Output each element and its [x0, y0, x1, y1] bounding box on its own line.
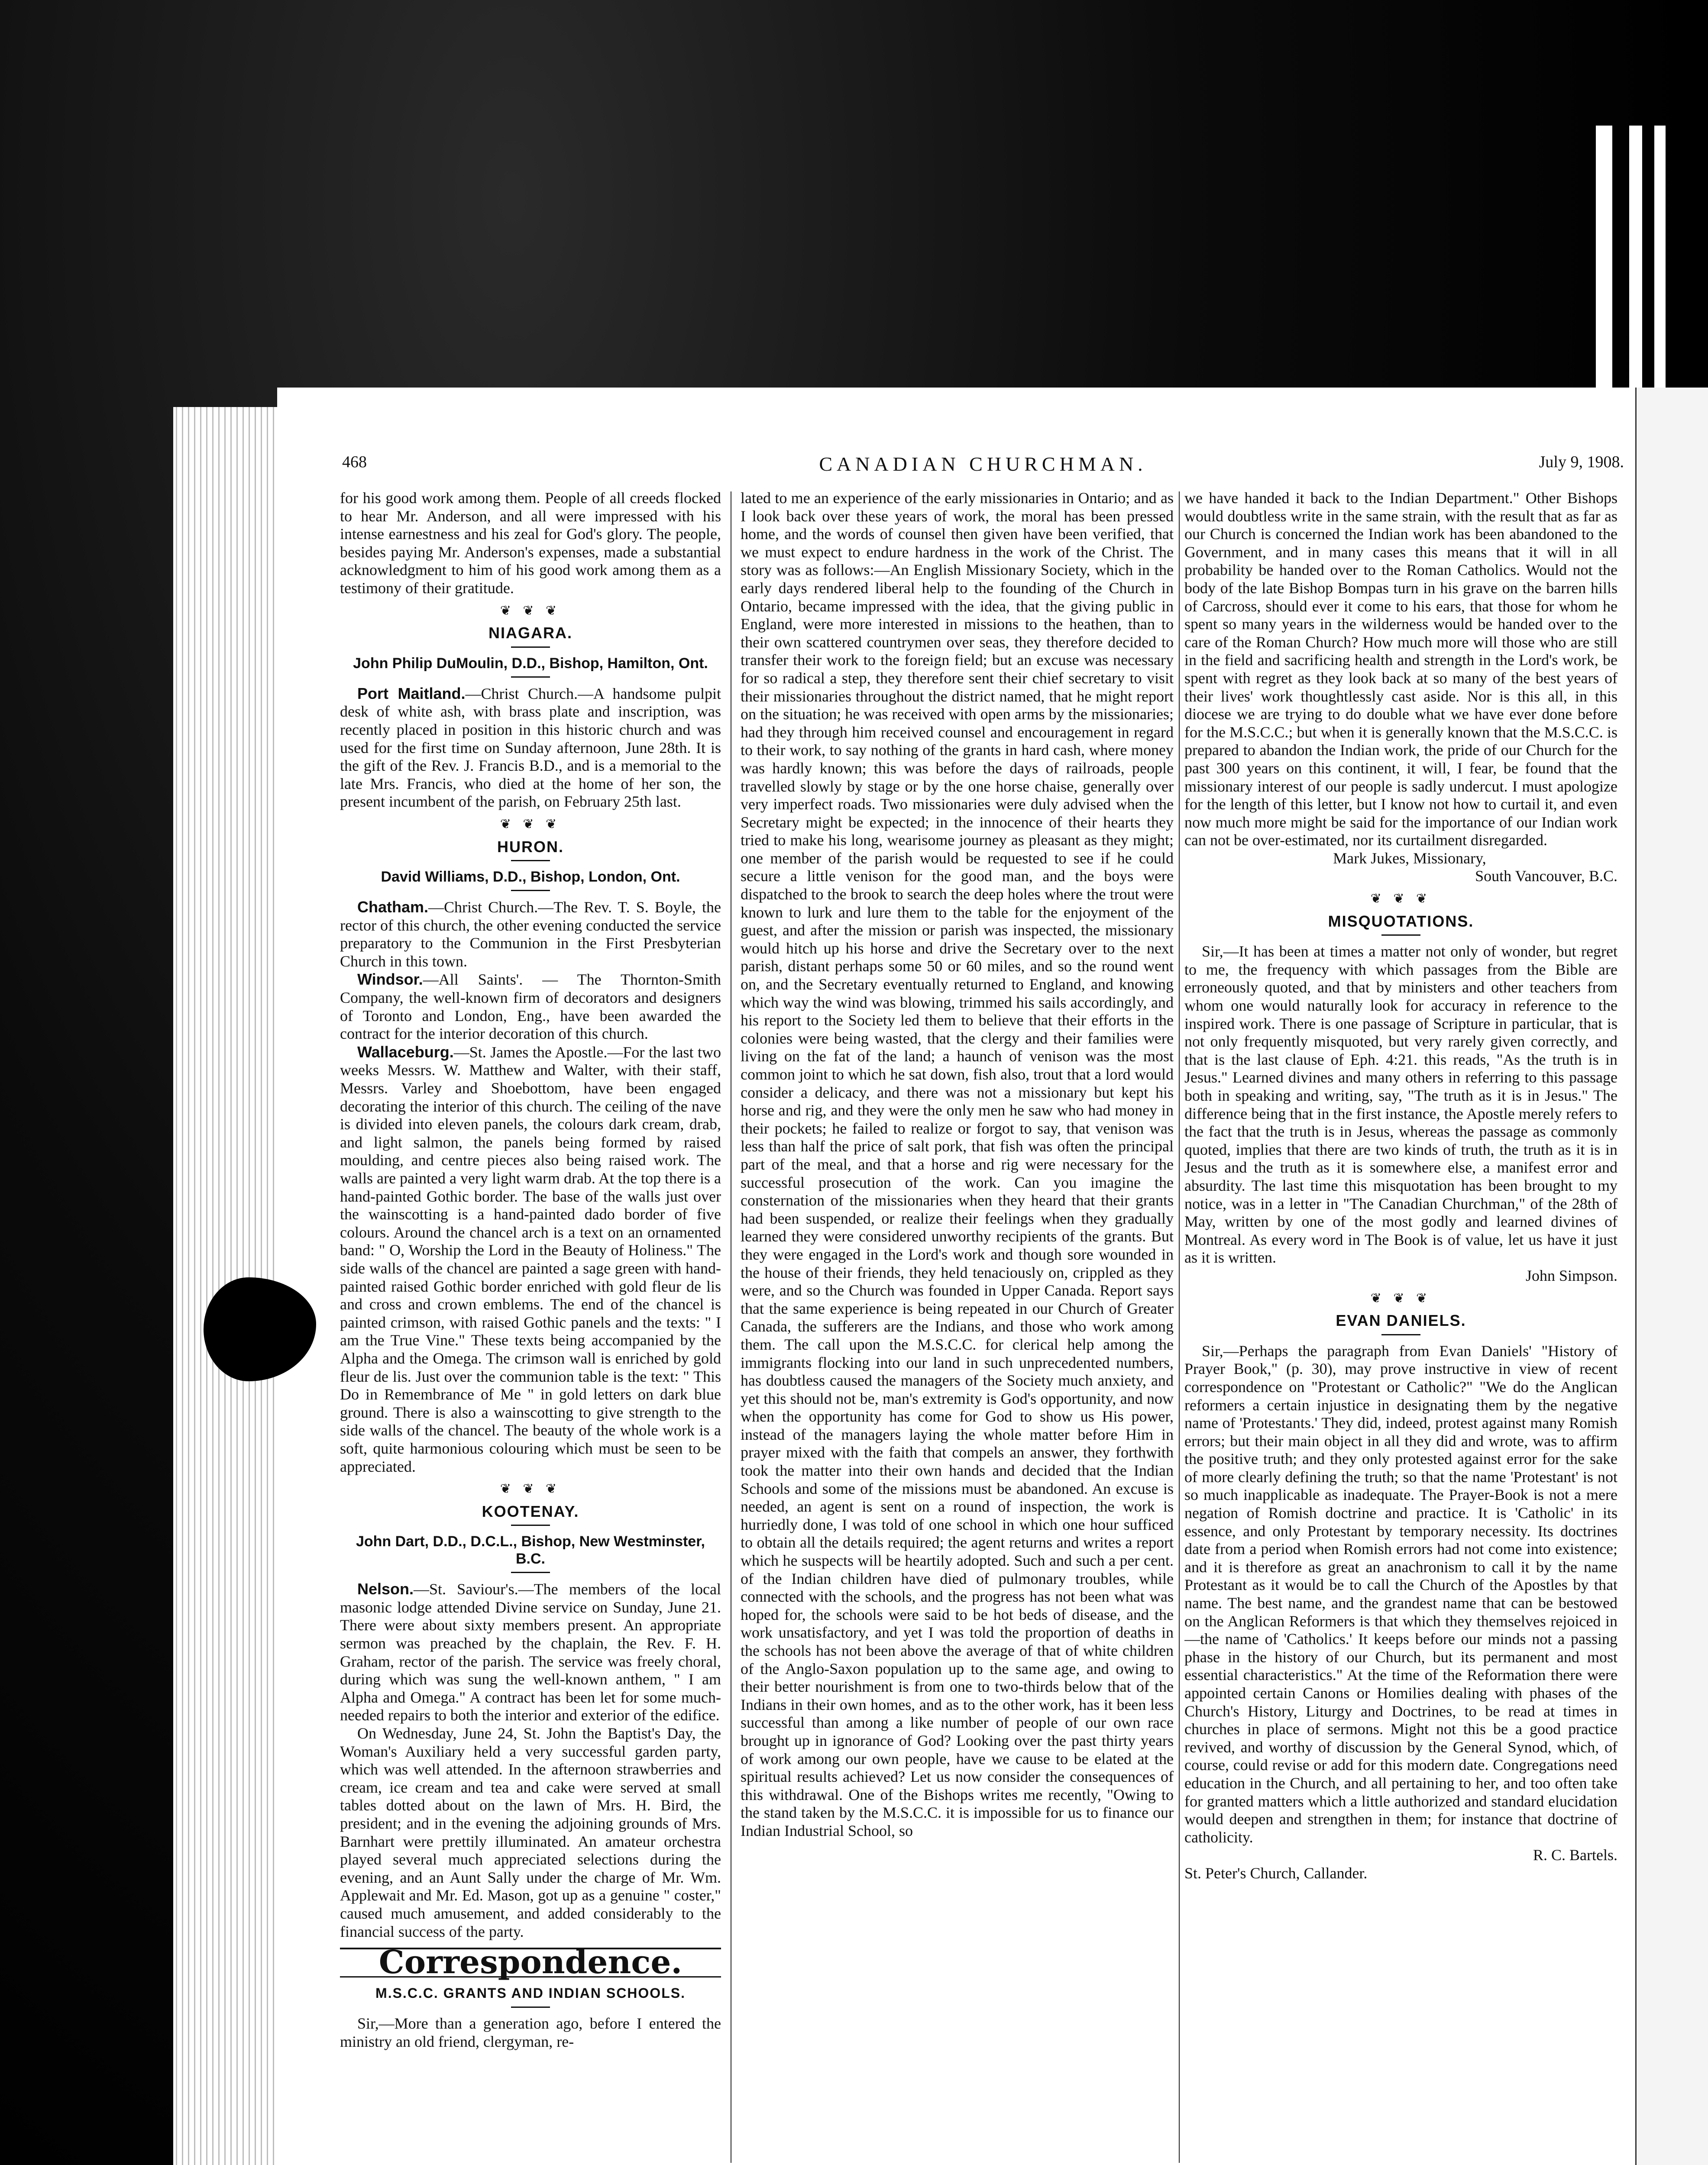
issue-date: July 9, 1908. [1539, 453, 1624, 471]
bishop-heading: David Williams, D.D., Bishop, London, Ont. [381, 869, 680, 885]
paragraph: we have handed it back to the Indian Department." Other Bishops would doubtless write in the same strain, with the result that as far as our Church is concerned the Indian work has been abandoned to the Government, and in many cases this means that it will in all probability be handed over to the Roman Catholics. Would not the body of the late Bishop Bompas turn in his grave on the barren hills of Carcross, should ever it come to his ears, that those for whom he spent so many years in the wilderness would be handed over to the care of the Roman Church? How much more will those who are still in the field and sacrificing health and strength in the Lord's work, be spent with regret as they look back at so many of the best years of their lives' work thoughtlessly cast aside. Nor is this all, in this diocese we are trying to do double what we have ever done before for the M.S.C.C.; but when it is generally known that the M.S.C.C. is prepared to abandon the Indian work, the pride of our Church for the past 300 years on this continent, it will, I fear, be found that the missionary interest of our people is sadly undercut. I must apologize for the length of this letter, but I know not how to curtail it, and even now much more might be said for the importance of our Indian work can not be over-estimated, nor its curtailment disregarded. [1184, 489, 1617, 849]
paragraph [340, 685, 721, 811]
paragraph: for his good work among them. People of all creeds flocked to hear Mr. Anderson, and all were impressed with his intense earnestness and his zeal for God's glory. The people, besides paying Mr. Anderson's expenses, made a substantial acknowledgment to him of his good work among them as a testimony of their gratitude. [340, 489, 721, 597]
place-name: Chatham. [357, 898, 429, 916]
paragraph: Sir,—It has been at times a matter not only of wonder, but regret to me, the frequency with which passages from the Bible are erroneously quoted, and that by ministers and other teachers from whom one would naturally look for accuracy in reference to the inspired work. There is one passage of Scripture in particular, that is not only frequently misquoted, but very rarely given correctly, and that is the last clause of Eph. 4:21. this reads, "As the truth is in Jesus." Learned divines and many others in referring to this passage both in speaking and writing, say, "The truth as it is in Jesus." The difference being that in the first instance, the Apostle merely refers to the fact that the truth is in Jesus, whereas the passage as commonly quoted, implies that there are two kinds of truth, the truth as it is in Jesus and the truth as it is somewhere else, a manifest error and absurdity. The last time this misquotation has been brought to my notice, was in a letter in "The Canadian Churchman," of the 28th of May, written by one of the most godly and learned divines of Montreal. As every word in The Book is of value, let us have it just as it is written. [1184, 943, 1617, 1267]
ornament: ❦ ❦ ❦ [500, 1482, 561, 1496]
signature: Mark Jukes, Missionary, [1333, 849, 1486, 867]
section-heading-evan-daniels: EVAN DANIELS. [1336, 1312, 1466, 1330]
signature-location: St. Peter's Church, Callander. [1184, 1864, 1368, 1882]
paragraph-text: —Christ Church.—A handsome pulpit desk of white ash, with brass plate and inscription, was recently placed in position in this historic church and was used for the first time on Sunday afternoon, June 28th. It is the gift of the Rev. J. Francis B.D., and is a memorial to the late Mrs. Francis, who died at the home of her son, the present incumbent of the parish, on February 25th last. [340, 685, 721, 811]
signature-location: South Vancouver, B.C. [1475, 867, 1617, 885]
section-heading-kootenay: KOOTENAY. [482, 1502, 579, 1520]
paragraph [340, 1580, 721, 1725]
ornament: ❦ ❦ ❦ [500, 603, 561, 618]
paragraph: lated to me an experience of the early missionaries in Ontario; and as I look back over these years of work, the moral has been pressed home, and the words of counsel then given have been verified, that we must expect to endure hardness in the work of the Christ. The story was as follows:—An English Missionary Society, which in the early days rendered liberal help to the founding of the Church in Ontario, became impressed with the idea, that the giving public in England, were more interested in missions to the heathen, than to their own scattered countrymen over seas, they therefore decided to transfer their work to the foreign field; but an excuse was necessary for so radical a step, they therefore sent their chief secretary to visit their missionaries throughout the district named, that he might report on the situation; he was received with open arms by the missionaries; had they through him received counsel and encouragement in regard to their work, to say nothing of the grants in hard cash, where money was hardly known; this was before the days of railroads, people travelled slowly by stage or by the one horse chaise, generally over very imperfect roads. Two missionaries were duly advised when the Secretary might be expected; in the innocence of their hearts they tried to make his long, wearisome journey as pleasant as they might; one member of the parish would be requested to see if he could secure a little venison for the good man, and the boys were dispatched to the brook to search the deep holes where the trout were known to lurk and lure them to the table for the enjoyment of the guest, and after the mission or parish was inspected, the missionary would hitch up his horse and drive the Secretary over to the next parish, distant perhaps some 50 or 60 miles, and so the round went on, and the Secretary eventually returned to England, and knowing which way the wind was blowing, trimmed his sails accordingly, and his report to the Society led them to believe that their efforts in the colonies were being wasted, that the clergy and their families were living on the fat of the land; a haunch of venison was the most common joint to which he sat down, fish also, trout that a lord would consider a delicacy, and there was not a missionary but kept his horse and rig, and they were the only men he saw who had money in their pockets; he failed to realize or forgot to say, that venison was less than half the price of salt pork, that fish was often the principal part of the meal, and that a horse and rig were necessary for the successful prosecution of the work. Can you imagine the consternation of the missionaries when they heard that their grants had been suspended, or realize their feelings when they gradually learned they were considered unworthy recipients of the grants. But they were engaged in the Lord's work and though sore wounded in the house of their friends, they held tenaciously on, crippled as they were, and so the Church was founded in Upper Canada. Report says that the same experience is being repeated in our Church of Greater Canada, the sufferers are the Indians, and those who work among them. The call upon the M.S.C.C. for clerical help among the immigrants flocking into our land in such unprecedented numbers, has doubtless caused the managers of the Society much anxiety, and yet this should not be, man's extremity is God's opportunity, and now when the opportunity has come for God to show us His power, instead of the managers laying the whole matter before Him in prayer mixed with the faith that compels an answer, they forthwith took the matter into their own hands and decided that the Indian Schools and some of the missions must be abandoned. An excuse is needed, an agent is sent on a round of inspection, the work is hurriedly done, I was told of one school in which one hour sufficed to obtain all the details required; the agent returns and writes a report which he suspects will be heartily adopted. Such and such a per cent. of the Indian children have died of pulmonary troubles, while connected with the schools, and the progress has not been what was hoped for, the schools were said to be hot beds of disease, and the work unsatisfactory, and yet I was told the proportion of deaths in the schools has not been above the average of that of white children of the Anglo-Saxon population up to the same age, and owing to their better nourishment is from one to two-thirds below that of the Indians in their own homes, and as to the other work, has it been less successful than among a like number of people of our own race brought up in ignorance of God? Looking over the past thirty years of work among our own people, have we cause to be elated at the spiritual results achieved? Let us now consider the consequences of this withdrawal. One of the Bishops writes me recently, "Owing to the stand taken by the M.S.C.C. it is impossible for us to finance our Indian Industrial School, so [741, 489, 1174, 1839]
paragraph-text: —All Saints'. — The Thornton-Smith Company, the well-known firm of decorators and designers of Toronto and London, Eng., have been awarded the contract for the interior decoration of this church. [340, 971, 721, 1043]
divider [511, 2007, 550, 2008]
newspaper-page [277, 388, 1635, 2165]
section-heading-huron: HURON. [497, 837, 564, 856]
section-heading-misquotations: MISQUOTATIONS. [1328, 912, 1474, 930]
divider [511, 1572, 550, 1573]
divider [511, 676, 550, 678]
publication-title: CANADIAN CHURCHMAN. [819, 453, 1147, 475]
facing-page-edge [1635, 388, 1708, 2165]
paragraph [340, 898, 721, 970]
signature: John Simpson. [1525, 1267, 1617, 1284]
paragraph-text: —Christ Church.—The Rev. T. S. Boyle, the rector of this church, the other evening conducted the service preparatory to the Communion in the First Presbyterian Church in this town. [340, 898, 721, 970]
divider [511, 860, 550, 861]
paragraph-text: —St. James the Apostle.—For the last two weeks Messrs. W. Matthew and Walter, with their staff, Messrs. Varley and Shoebottom, have been engaged decorating the interior of this church. The ceiling of the nave is divided into eleven panels, the colours dark cream, drab, and light salmon, the panels being formed by raised moulding, and centre pieces also being raised work. The walls are painted a very light warm drab. At the top there is a hand-painted Gothic border. The base of the walls just over the wainscotting is a hand-painted dado border of five colours. Around the chancel arch is a text on an ornamented band: " O, Worship the Lord in the Beauty of Holiness." The side walls of the chancel are painted a sage green with hand-painted raised Gothic border enriched with gold fleur de lis and cross and crown emblems. The end of the chancel is painted crimson, with raised Gothic panels and the texts: " I am the True Vine." These texts being accompanied by the Alpha and the Omega. The crimson wall is enriched by gold fleur de lis. Just over the communion table is the text: " This Do in Remembrance of Me " in gold letters on dark blue ground. There is also a wainscotting to give strength to the side walls of the chancel. The beauty of the whole work is a soft, quite harmonious colouring which must be seen to be appreciated. [340, 1043, 721, 1475]
place-name: Windsor. [357, 970, 423, 989]
section-heading-msc: M.S.C.C. GRANTS AND INDIAN SCHOOLS. [375, 1985, 686, 2001]
signature: R. C. Bartels. [1533, 1846, 1617, 1864]
divider [1381, 934, 1420, 936]
page-number: 468 [342, 453, 367, 471]
paragraph [340, 1043, 721, 1476]
section-heading-niagara: NIAGARA. [488, 624, 573, 642]
paragraph: Sir,—More than a generation ago, before I entered the ministry an old friend, clergyman, re- [340, 2015, 721, 2050]
ornament: ❦ ❦ ❦ [500, 817, 561, 831]
paragraph-text: —St. Saviour's.—The members of the local masonic lodge attended Divine service on Sunday, June 21. There were about sixty members present. An appropriate sermon was preached by the chaplain, the Rev. F. H. Graham, rector of the parish. The service was freely choral, during which was sung the well-known anthem, " I am Alpha and Omega." A contract has been let for some much-needed repairs to both the interior and exterior of the edifice. [340, 1580, 721, 1724]
column-3 [1184, 489, 1617, 2165]
place-name: Port Maitland. [357, 684, 466, 702]
bishop-heading: John Dart, D.D., D.C.L., Bishop, New Westminster, B.C. [356, 1533, 705, 1567]
paragraph: Sir,—Perhaps the paragraph from Evan Daniels' "History of Prayer Book," (p. 30), may prove instructive in view of recent correspondence on "Protestant or Catholic?" "We do the Anglican reformers a certain injustice in designating them by the negative name of 'Protestants.' They did, indeed, protest against many Romish errors; but their main object in all they did and wrote, was to affirm the positive truth; and they only protested against error for the sake of more clearly defining the truth; so that the name 'Protestant' is not so much inapplicable as inadequate. The Prayer-Book is not a mere negation of Romish doctrine and practice. It is 'Catholic' in its essence, and only Protestant by temporary necessity. Its doctrines date from a period when Romish errors had not come into existence; and it is therefore as great an anachronism to call it by the name Protestant as it would be to call the Church of the Apostles by that name. The best name, and the grandest name that can be bestowed on the Anglican Reformers is that which they themselves rejoiced in—the name of 'Catholics.' It keeps before our minds not a passing phase in the history of our Church, but its permanent and most essential characteristics." At the time of the Reformation there were appointed certain Canons or Homilies dealing with phases of the Church's History, Liturgy and Doctrines, to be read at times in churches in place of sermons. Might not this be a good practice revived, and worthy of discussion by the General Synod, which, of course, could revise or add for this modern date. Congregations need education in the Church, and all pertaining to her, and too often take for granted matters which a little authorized and standard elucidation would deepen and strengthen in them; for instance that doctrine of catholicity. [1184, 1342, 1617, 1846]
divider [511, 646, 550, 648]
column-2 [741, 489, 1174, 2165]
place-name: Nelson. [357, 1580, 414, 1598]
bishop-heading: John Philip DuMoulin, D.D., Bishop, Hamilton, Ont. [353, 655, 708, 672]
ornament: ❦ ❦ ❦ [1370, 892, 1432, 906]
place-name: Wallaceburg. [357, 1043, 454, 1061]
paragraph: On Wednesday, June 24, St. John the Baptist's Day, the Woman's Auxiliary held a very successful garden party, which was well attended. In the afternoon strawberries and cream, ice cream and tea and cake were served at small tables dotted about on the lawn of Mrs. H. Bird, the president; and in the evening the adjoining grounds of Mrs. Barnhart were prettily illuminated. An amateur orchestra played several much appreciated selections during the evening, and an Aunt Sally under the charge of Mr. Wm. Applewait and Mr. Ed. Mason, got up as a genuine " coster," caused much amusement, and added considerably to the financial success of the party. [340, 1725, 721, 1940]
divider [511, 890, 550, 891]
correspondence-heading: Correspondence. [340, 1948, 721, 1978]
column-rule-2 [1179, 491, 1180, 2163]
paragraph [340, 970, 721, 1043]
column-1 [340, 489, 721, 2165]
divider [1381, 1334, 1420, 1335]
ornament: ❦ ❦ ❦ [1370, 1291, 1432, 1305]
page-header [342, 452, 1624, 478]
divider [511, 1525, 550, 1526]
